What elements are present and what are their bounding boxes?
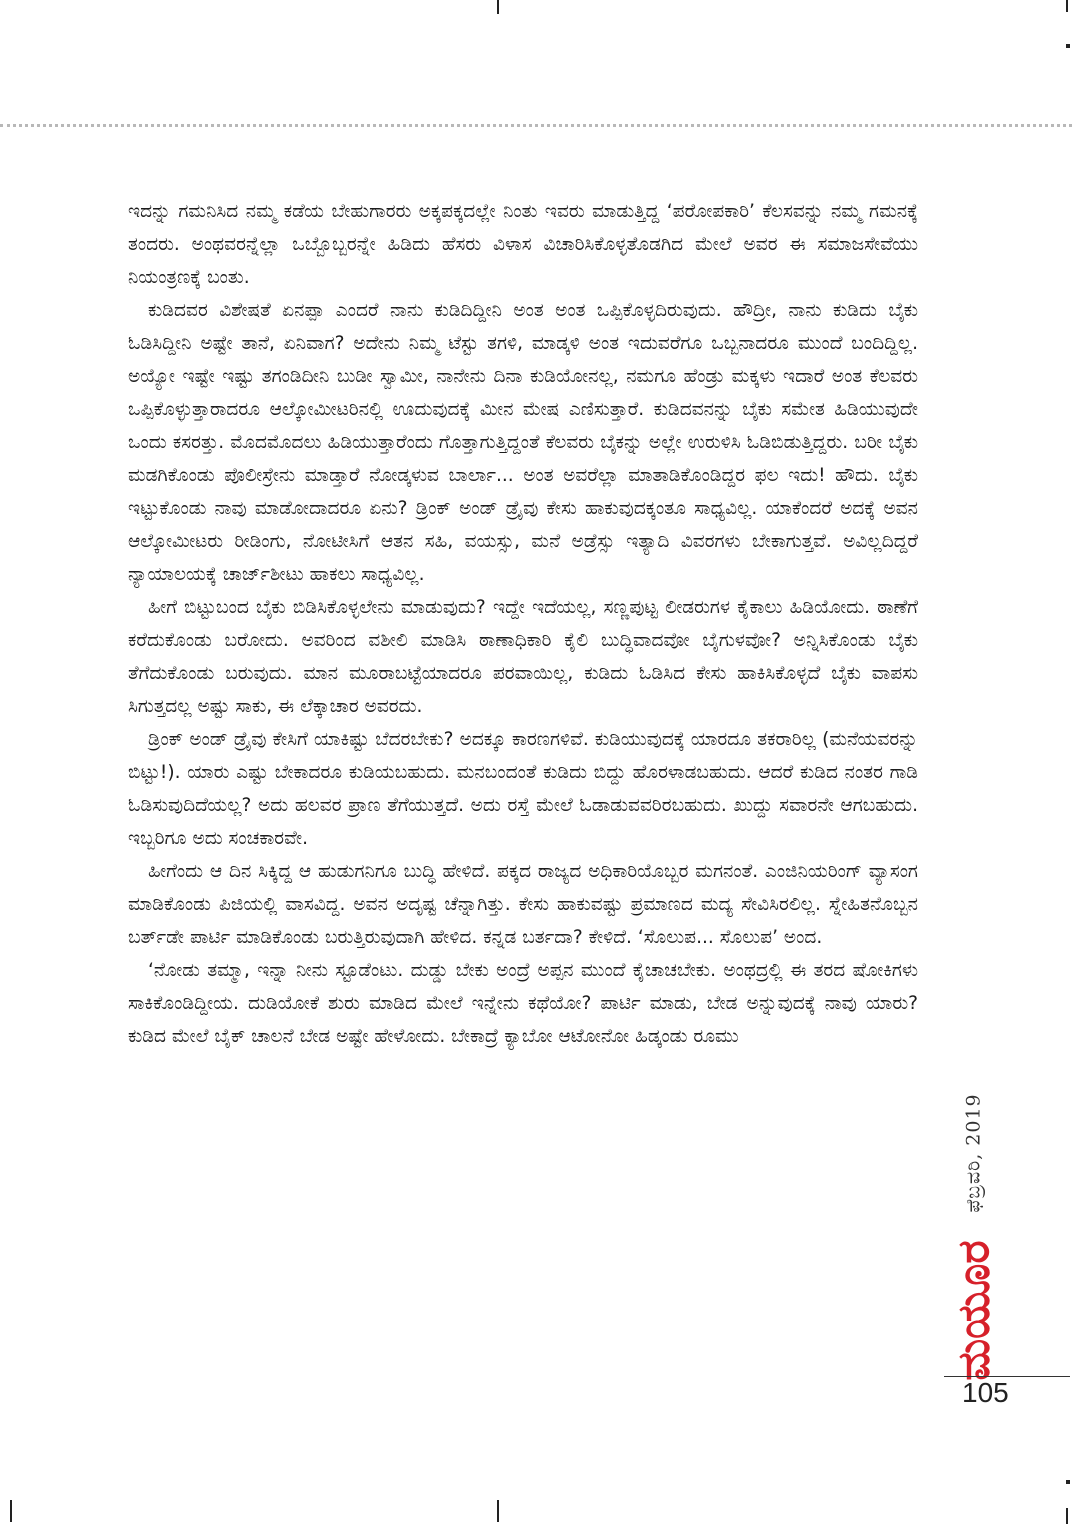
issue-date [954,1068,994,1238]
article-paragraph: ಹೀಗೆ ಬಿಟ್ಟುಬಂದ ಬೈಕು ಬಿಡಿಸಿಕೊಳ್ಳಲೇನು ಮಾಡುವುದು? ಇದ್ದೇ ಇದೆಯಲ್ಲ, ಸಣ್ಣಪುಟ್ಟ ಲೀಡರುಗಳ ಕೈಕಾಲು ಹಿಡಿಯೋದು. ಠಾಣೆಗೆ ಕರೆದುಕೊಂಡು ಬರೋದು. ಅವರಿಂದ ವಶೀಲಿ ಮಾಡಿಸಿ ಠಾಣಾಧಿಕಾರಿ ಕೈಲಿ ಬುದ್ಧಿವಾದವೋ ಬೈಗುಳವೋ? ಅನ್ನಿಸಿಕೊಂಡು ಬೈಕು ತೆಗೆದುಕೊಂಡು ಬರುವುದು. ಮಾನ ಮೂರಾಬಟ್ಟೆಯಾದರೂ ಪರವಾಯಿಲ್ಲ, ಕುಡಿದು ಓಡಿಸಿದ ಕೇಸು ಹಾಕಿಸಿಕೊಳ್ಳದೆ ಬೈಕು ವಾಪಸು ಸಿಗುತ್ತದಲ್ಲ ಅಷ್ಟು ಸಾಕು, ಈ ಲೆಕ್ಕಾಚಾರ ಅವರದು. [128,597,918,717]
header-dotted-rule [0,124,1072,127]
crop-mark [1066,1508,1068,1524]
article-paragraph: ಇದನ್ನು ಗಮನಿಸಿದ ನಮ್ಮ ಕಡೆಯ ಬೇಹುಗಾರರು ಅಕ್ಕಪಕ್ಕದಲ್ಲೇ ನಿಂತು ಇವರು ಮಾಡುತ್ತಿದ್ದ ‘ಪರೋಪಕಾರಿ’ ಕೆಲಸವನ್ನು ನಮ್ಮ ಗಮನಕ್ಕೆ ತಂದರು. ಅಂಥವರನ್ನೆಲ್ಲಾ ಒಬ್ಬೊಬ್ಬರನ್ನೇ ಹಿಡಿದು ಹೆಸರು ವಿಳಾಸ ವಿಚಾರಿಸಿಕೊಳ್ಳತೊಡಗಿದ ಮೇಲೆ ಅವರ ಈ ಸಮಾಜಸೇವೆಯು ನಿಯಂತ್ರಣಕ್ಕೆ ಬಂತು. [128,201,918,288]
crop-mark [10,1500,12,1522]
article-paragraph: ಡ್ರಿಂಕ್ ಅಂಡ್ ಡ್ರೈವು ಕೇಸಿಗೆ ಯಾಕಿಷ್ಟು ಬೆದರಬೇಕು? ಅದಕ್ಕೂ ಕಾರಣಗಳಿವೆ. ಕುಡಿಯುವುದಕ್ಕೆ ಯಾರದೂ ತಕರಾರಿಲ್ಲ (ಮನೆಯವರನ್ನು ಬಿಟ್ಟು!). ಯಾರು ಎಷ್ಟು ಬೇಕಾದರೂ ಕುಡಿಯಬಹುದು. ಮನಬಂದಂತೆ ಕುಡಿದು ಬಿದ್ದು ಹೊರಳಾಡಬಹುದು. ಆದರೆ ಕುಡಿದ ನಂತರ ಗಾಡಿ ಓಡಿಸುವುದಿದೆಯಲ್ಲ? ಅದು ಹಲವರ ಪ್ರಾಣ ತೆಗೆಯುತ್ತದೆ. ಅದು ರಸ್ತೆ ಮೇಲೆ ಓಡಾಡುವವರಿರಬಹುದು. ಖುದ್ದು ಸವಾರನೇ ಆಗಬಹುದು. ಇಬ್ಬರಿಗೂ ಅದು ಸಂಚಕಾರವೇ. [128,729,918,849]
article-body [128,195,918,1053]
article-paragraph: ಹೀಗೆಂದು ಆ ದಿನ ಸಿಕ್ಕಿದ್ದ ಆ ಹುಡುಗನಿಗೂ ಬುದ್ಧಿ ಹೇಳಿದೆ. ಪಕ್ಕದ ರಾಜ್ಯದ ಅಧಿಕಾರಿಯೊಬ್ಬರ ಮಗನಂತೆ. ಎಂಜಿನಿಯರಿಂಗ್ ವ್ಯಾಸಂಗ ಮಾಡಿಕೊಂಡು ಪಿಜಿಯಲ್ಲಿ ವಾಸವಿದ್ದ. ಅವನ ಅದೃಷ್ಟ ಚೆನ್ನಾಗಿತ್ತು. ಕೇಸು ಹಾಕುವಷ್ಟು ಪ್ರಮಾಣದ ಮದ್ಯ ಸೇವಿಸಿರಲಿಲ್ಲ. ಸ್ನೇಹಿತನೊಬ್ಬನ ಬರ್ತ್‌ಡೇ ಪಾರ್ಟಿ ಮಾಡಿಕೊಂಡು ಬರುತ್ತಿರುವುದಾಗಿ ಹೇಳಿದ. ಕನ್ನಡ ಬರ್ತದಾ? ಕೇಳಿದೆ. ‘ಸೊಲುಪ... ಸೊಲುಪ’ ಅಂದ. [128,861,918,948]
crop-mark [1066,0,1068,12]
crop-mark [497,1500,499,1522]
article-paragraph: ಕುಡಿದವರ ವಿಶೇಷತೆ ಏನಪ್ಪಾ ಎಂದರೆ ನಾನು ಕುಡಿದಿದ್ದೀನಿ ಅಂತ ಅಂತ ಒಪ್ಪಿಕೊಳ್ಳದಿರುವುದು. ಹೌದ್ರೀ, ನಾನು ಕುಡಿದು ಬೈಕು ಓಡಿಸಿದ್ದೀನಿ ಅಷ್ಟೇ ತಾನೆ, ಏನಿವಾಗ? ಅದೇನು ನಿಮ್ಮ ಟೆಸ್ಟು ತಗಳಿ, ಮಾಡ್ಕಳಿ ಅಂತ ಇದುವರೆಗೂ ಒಬ್ಬನಾದರೂ ಮುಂದೆ ಬಂದಿದ್ದಿಲ್ಲ. ಅಯ್ಯೋ ಇಷ್ಟೇ ಇಷ್ಟು ತಗಂಡಿದೀನಿ ಬುಡೀ ಸ್ವಾಮೀ, ನಾನೇನು ದಿನಾ ಕುಡಿಯೋನಲ್ಲ, ನಮಗೂ ಹೆಂಡ್ರು ಮಕ್ಕಳು ಇದಾರೆ ಅಂತ ಕೆಲವರು ಒಪ್ಪಿಕೊಳ್ಳುತ್ತಾರಾದರೂ ಆಲ್ಕೋಮೀಟರಿನಲ್ಲಿ ಊದುವುದಕ್ಕೆ ಮೀನ ಮೇಷ ಎಣಿಸುತ್ತಾರೆ. ಕುಡಿದವನನ್ನು ಬೈಕು ಸಮೇತ ಹಿಡಿಯುವುದೇ ಒಂದು ಕಸರತ್ತು. ಮೊದಮೊದಲು ಹಿಡಿಯುತ್ತಾರೆಂದು ಗೊತ್ತಾಗುತ್ತಿದ್ದಂತೆ ಕೆಲವರು ಬೈಕನ್ನು ಅಲ್ಲೇ ಉರುಳಿಸಿ ಓಡಿಬಿಡುತ್ತಿದ್ದರು. ಬರೀ ಬೈಕು ಮಡಗಿಕೊಂಡು ಪೊಲೀಸ್ರೇನು ಮಾಡ್ತಾರೆ ನೋಡ್ಕಳುವ ಬಾರ್ಲಾ... ಅಂತ ಅವರೆಲ್ಲಾ ಮಾತಾಡಿಕೊಂಡಿದ್ದರ ಫಲ ಇದು! ಹೌದು. ಬೈಕು ಇಟ್ಟುಕೊಂಡು ನಾವು ಮಾಡೋದಾದರೂ ಏನು? ಡ್ರಿಂಕ್ ಅಂಡ್ ಡ್ರೈವು ಕೇಸು ಹಾಕುವುದಕ್ಕಂತೂ ಸಾಧ್ಯವಿಲ್ಲ. ಯಾಕೆಂದರೆ ಅದಕ್ಕೆ ಅವನ ಆಲ್ಕೋಮೀಟರು ರೀಡಿಂಗು, ನೋಟೀಸಿಗೆ ಆತನ ಸಹಿ, ವಯಸ್ಸು, ಮನೆ ಅಡ್ರೆಸ್ಸು ಇತ್ಯಾದಿ ವಿವರಗಳು ಬೇಕಾಗುತ್ತವೆ. ಅವಿಲ್ಲದಿದ್ದರೆ ನ್ಯಾಯಾಲಯಕ್ಕೆ ಚಾರ್ಜ್‌ಶೀಟು ಹಾಕಲು ಸಾಧ್ಯವಿಲ್ಲ. [128,300,918,585]
crop-mark [1066,1480,1070,1484]
article-paragraph: ‘ನೋಡು ತಮ್ಮಾ, ಇನ್ನಾ ನೀನು ಸ್ಟೂಡೆಂಟು. ದುಡ್ಡು ಬೇಕು ಅಂದ್ರೆ ಅಪ್ಪನ ಮುಂದೆ ಕೈಚಾಚಬೇಕು. ಅಂಥದ್ರಲ್ಲಿ ಈ ತರದ ಷೋಕಿಗಳು ಸಾಕಿಕೊಂಡಿದ್ದೀಯ. ದುಡಿಯೋಕೆ ಶುರು ಮಾಡಿದ ಮೇಲೆ ಇನ್ನೇನು ಕಥೆಯೋ? ಪಾರ್ಟಿ ಮಾಡು, ಬೇಡ ಅನ್ನುವುದಕ್ಕೆ ನಾವು ಯಾರು? ಕುಡಿದ ಮೇಲೆ ಬೈಕ್ ಚಾಲನೆ ಬೇಡ ಅಷ್ಟೇ ಹೇಳೋದು. ಬೇಕಾದ್ರೆ ಕ್ಯಾಬೋ ಆಟೋನೋ ಹಿಡ್ಕಂಡು ರೂಮು [128,960,918,1047]
magazine-logo [946,1240,1002,1380]
magazine-logo-text: ಮಯೂರ [948,1239,1000,1381]
issue-date-text: ಫೆಬ್ರವರಿ, 2019 [963,1093,985,1213]
crop-mark [1066,44,1070,48]
page-number: 105 [962,1377,1009,1408]
crop-mark [497,0,499,14]
